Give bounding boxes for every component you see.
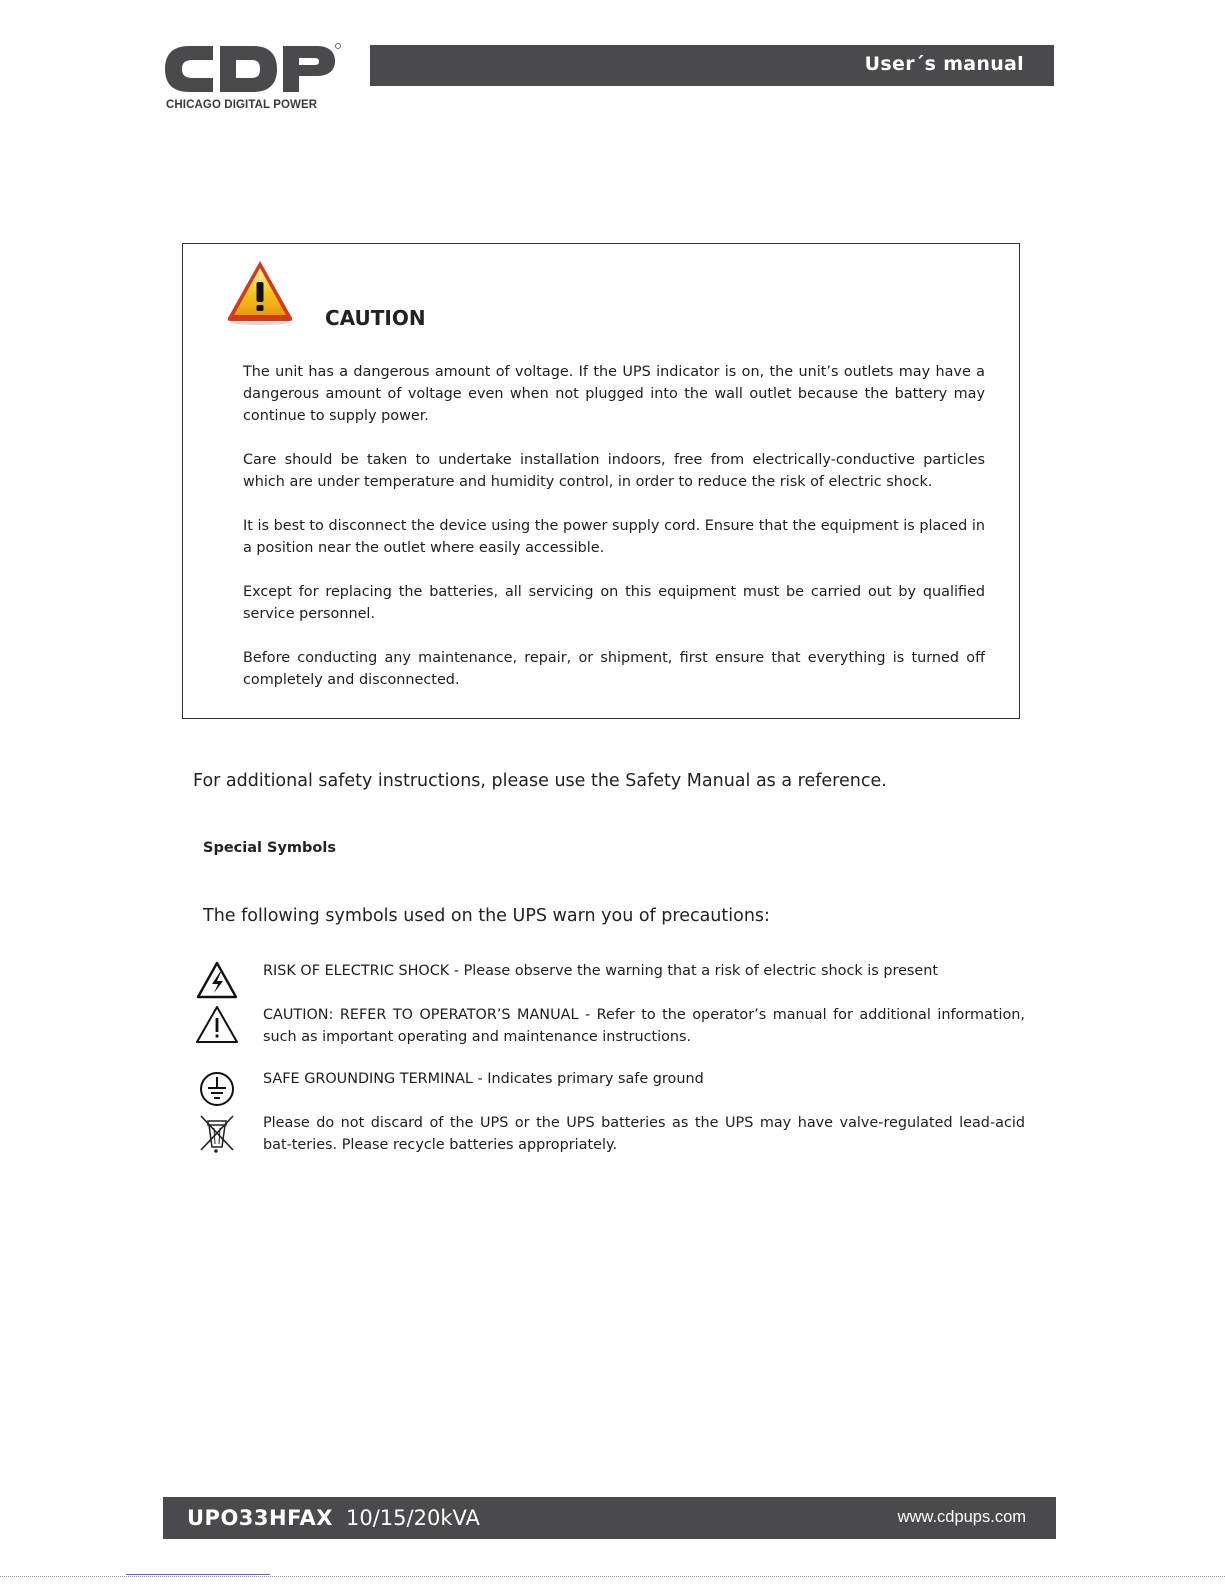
caution-paragraph: Before conducting any maintenance, repair, or shipment, first ensure that everything is turned off completely and disconnected. — [243, 650, 985, 688]
caution-paragraphs — [243, 361, 985, 713]
caution-paragraph: Except for replacing the batteries, all servicing on this equipment must be carried out by qualified service personnel. — [243, 584, 985, 622]
cdp-logo — [163, 42, 341, 117]
symbol-text: Please do not discard of the UPS or the UPS batteries as the UPS may have valve-regulated lead-acid bat-teries. Please recycle batteries appropriately. — [263, 1115, 1025, 1153]
manual-label: User´s manual — [864, 53, 1024, 75]
safety-manual-note: For additional safety instructions, please use the Safety Manual as a reference. — [193, 771, 887, 791]
brand-tagline: CHICAGO DIGITAL POWER — [166, 99, 318, 111]
caution-title: CAUTION — [325, 306, 426, 330]
caution-triangle-icon — [195, 1004, 239, 1046]
page-bottom-link-underline — [126, 1574, 270, 1575]
symbol-text: SAFE GROUNDING TERMINAL - Indicates primary safe ground — [263, 1071, 704, 1087]
caution-paragraph: It is best to disconnect the device using the power supply cord. Ensure that the equipment is placed in a position near the outlet where easily accessible. — [243, 518, 985, 556]
symbol-text: CAUTION: REFER TO OPERATOR’S MANUAL - Refer to the operator’s manual for additional information, such as important operating and maintenance instructions. — [263, 1007, 1025, 1045]
ground-terminal-icon — [195, 1068, 239, 1110]
warning-triangle-icon — [225, 258, 295, 326]
symbols-intro: The following symbols used on the UPS warn you of precautions: — [203, 906, 770, 926]
caution-paragraph: The unit has a dangerous amount of voltage. If the UPS indicator is on, the unit’s outlets may have a dangerous amount of voltage even when not plugged into the wall outlet because the battery may continue to supply power. — [243, 364, 985, 424]
symbol-text: RISK OF ELECTRIC SHOCK - Please observe the warning that a risk of electric shock is present — [263, 963, 939, 979]
footer-rating: 10/15/20kVA — [346, 1506, 480, 1530]
header-bar — [370, 45, 1054, 86]
electric-shock-icon — [195, 960, 239, 1002]
footer-model: UPO33HFAX — [187, 1506, 333, 1530]
page-bottom-divider — [0, 1576, 1225, 1577]
cdp-logo-mark — [163, 42, 341, 98]
footer-bar — [163, 1497, 1056, 1539]
caution-paragraph: Care should be taken to undertake installation indoors, free from electrically-conductive particles which are under temperature and humidity control, in order to reduce the risk of electric shock. — [243, 452, 985, 490]
footer-website-link[interactable]: www.cdpups.com — [897, 1508, 1026, 1526]
crossed-bin-icon — [195, 1112, 239, 1154]
caution-box — [182, 243, 1020, 719]
special-symbols-heading: Special Symbols — [203, 840, 336, 856]
